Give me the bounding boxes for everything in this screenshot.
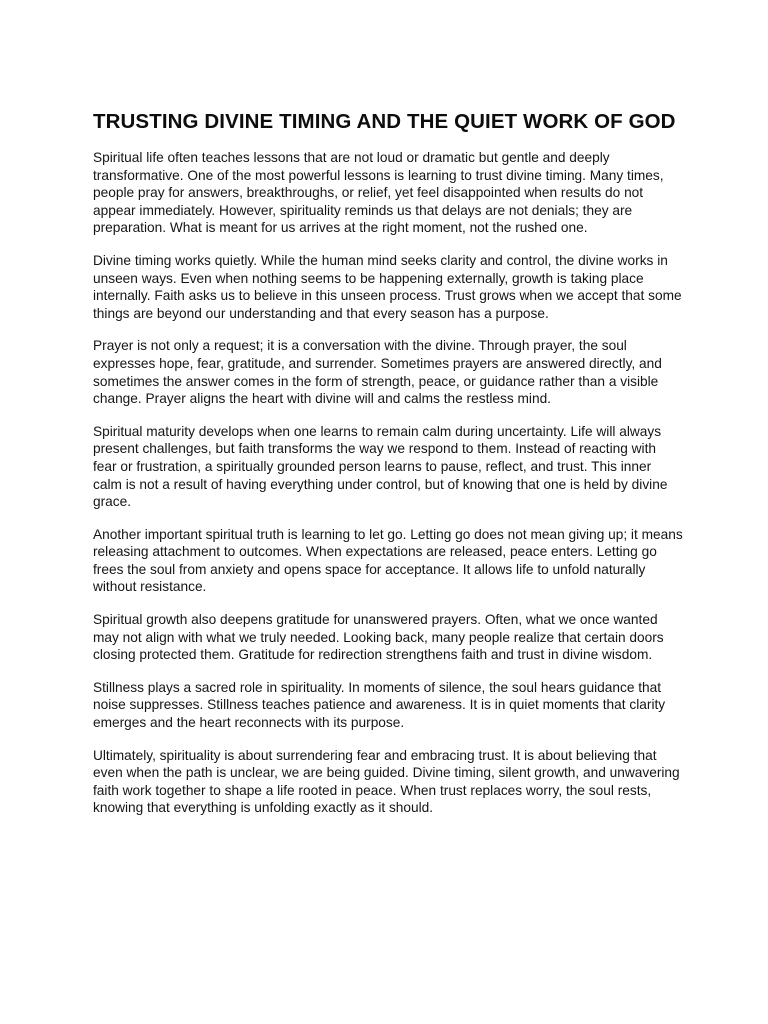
paragraph-8: Ultimately, spirituality is about surrendering fear and embracing trust. It is about believing that even when the path is unclear, we are being guided. Divine timing, silent growth, and unwavering faith work together to shape a life rooted in peace. When trust replaces worry, the soul rests, knowing that everything is unfolding exactly as it should. xyxy=(93,747,680,816)
paragraph-1: Spiritual life often teaches lessons that are not loud or dramatic but gentle and deeply transformative. One of the most powerful lessons is learning to trust divine timing. Many times, people pray for answers, breakthroughs, or relief, yet feel disappointed when results do not appear immediately. However, spirituality reminds us that delays are not denials; they are preparation. What is meant for us arrives at the right moment, not the rushed one. xyxy=(93,150,664,236)
document-title: TRUSTING DIVINE TIMING AND THE QUIET WORK OF GOD xyxy=(93,110,676,133)
document-page xyxy=(93,108,683,832)
paragraph-5: Another important spiritual truth is learning to let go. Letting go does not mean giving up; it means releasing attachment to outcomes. When expectations are released, peace enters. Letting go frees the soul from anxiety and opens space for acceptance. It allows life to unfold naturally without resistance. xyxy=(93,526,683,595)
paragraph-2: Divine timing works quietly. While the human mind seeks clarity and control, the divine works in unseen ways. Even when nothing seems to be happening externally, growth is taking place internally. Faith asks us to believe in this unseen process. Trust grows when we accept that some things are beyond our understanding and that every season has a purpose. xyxy=(93,252,682,321)
paragraph-3: Prayer is not only a request; it is a conversation with the divine. Through prayer, the soul expresses hope, fear, gratitude, and surrender. Sometimes prayers are answered directly, and sometimes the answer comes in the form of strength, peace, or guidance rather than a visible change. Prayer aligns the heart with divine will and calms the restless mind. xyxy=(93,338,662,407)
paragraph-4: Spiritual maturity develops when one learns to remain calm during uncertainty. Life will always present challenges, but faith transforms the way we respond to them. Instead of reacting with fear or frustration, a spiritually grounded person learns to pause, reflect, and trust. This inner calm is not a result of having everything under control, but of knowing that one is held by divine grace. xyxy=(93,423,668,510)
document-body xyxy=(93,149,683,817)
paragraph-7: Stillness plays a sacred role in spirituality. In moments of silence, the soul hears guidance that noise suppresses. Stillness teaches patience and awareness. It is in quiet moments that clarity emerges and the heart reconnects with its purpose. xyxy=(93,679,666,731)
paragraph-6: Spiritual growth also deepens gratitude for unanswered prayers. Often, what we once wanted may not align with what we truly needed. Looking back, many people realize that certain doors closing protected them. Gratitude for redirection strengthens faith and trust in divine wisdom. xyxy=(93,612,664,663)
